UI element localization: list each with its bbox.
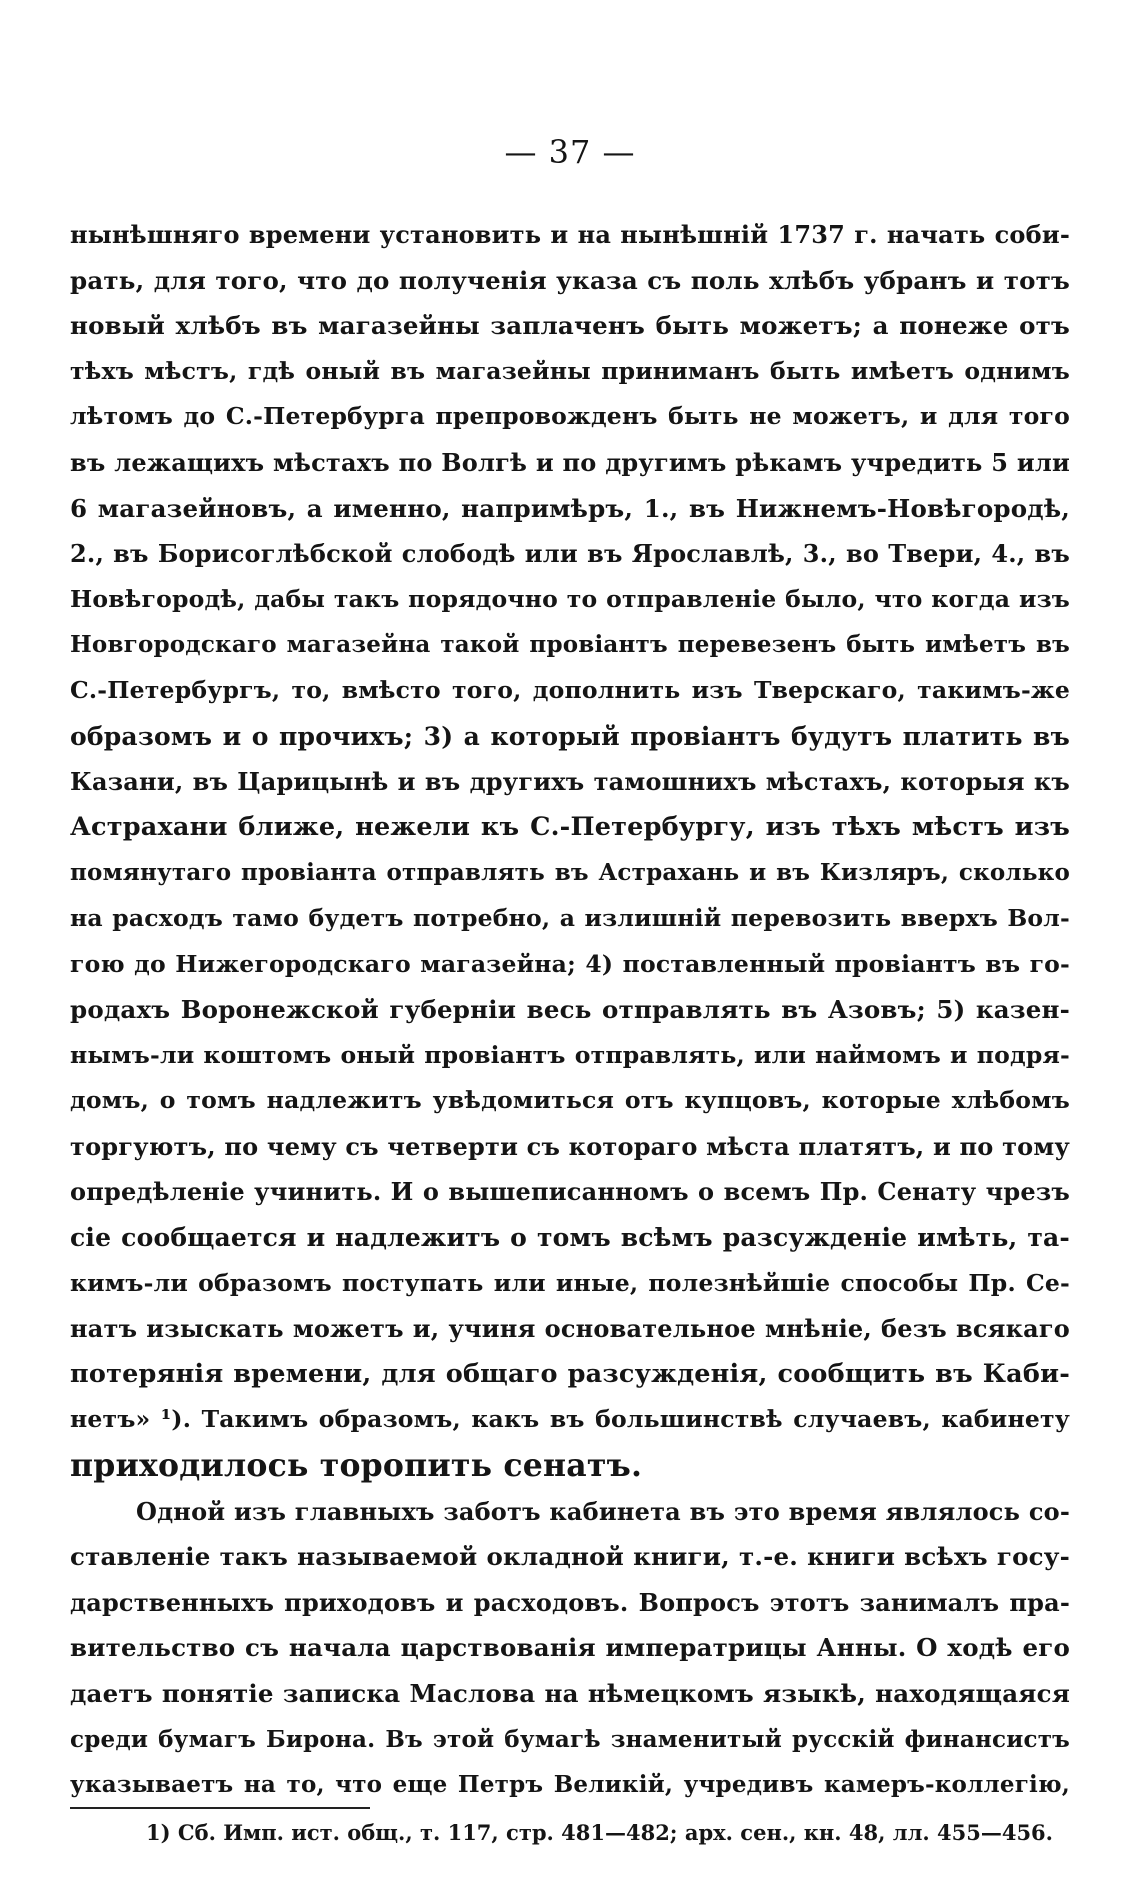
text-line: Новѣгородѣ, дабы такъ порядочно то отправленіе было, что когда изъ — [70, 584, 1070, 613]
text-line: опредѣленіе учинить. И о вышеписанномъ о всемъ Пр. Сенату чрезъ — [70, 1177, 1070, 1207]
text-line: сіе сообщается и надлежитъ о томъ всѣмъ разсужденіе имѣть, та- — [70, 1223, 1070, 1253]
text-line: родахъ Воронежской губерніи весь отправлять въ Азовъ; 5) казен- — [70, 995, 1070, 1025]
text-line: указываетъ на то, что еще Петръ Великій, учредивъ камеръ-коллегію, — [70, 1771, 1070, 1799]
text-line: рать, для того, что до полученія указа съ поль хлѣбъ убранъ и тотъ — [70, 265, 1070, 295]
text-line: среди бумагъ Бирона. Въ этой бумагѣ знаменитый русскій финансистъ — [70, 1725, 1070, 1753]
text-line: помянутаго провіанта отправлять въ Астрахань и въ Кизляръ, сколько — [70, 859, 1070, 887]
text-line: дарственныхъ приходовъ и расходовъ. Вопросъ этотъ занималъ пра- — [70, 1587, 1070, 1617]
text-line: гою до Нижегородскаго магазейна; 4) поставленный провіантъ въ го- — [70, 949, 1070, 978]
text-line: натъ изыскать можетъ и, учиня основательное мнѣніе, безъ всякаго — [70, 1314, 1070, 1344]
body-text — [70, 212, 1070, 1808]
text-line: новый хлѣбъ въ магазейны заплаченъ быть можетъ; а понеже отъ — [70, 311, 1070, 341]
text-line: нетъ» ¹). Такимъ образомъ, какъ въ большинствѣ случаевъ, кабинету — [70, 1405, 1070, 1434]
text-line: нымъ-ли коштомъ оный провіантъ отправлять, или наймомъ и подря- — [70, 1040, 1070, 1069]
text-line: въ лежащихъ мѣстахъ по Волгѣ и по другимъ рѣкамъ учредить 5 или — [70, 447, 1070, 477]
footnote: 1) Сб. Имп. ист. общ., т. 117, стр. 481—482; арх. сен., кн. 48, лл. 455—456. — [146, 1820, 1053, 1845]
text-line: вительство съ начала царствованія императрицы Анны. О ходѣ его — [70, 1633, 1070, 1663]
text-line: Новгородскаго магазейна такой провіантъ перевезенъ быть имѣетъ въ — [70, 631, 1070, 659]
text-line: потерянія времени, для общаго разсужденія, сообщить въ Каби- — [70, 1358, 1070, 1389]
text-line: С.-Петербургъ, то, вмѣсто того, дополнить изъ Тверскаго, такимъ-же — [70, 675, 1070, 704]
text-line: ставленіе такъ называемой окладной книги, т.-е. книги всѣхъ госу- — [70, 1542, 1070, 1572]
text-line: лѣтомъ до С.-Петербурга препровожденъ быть не можетъ, и для того — [70, 402, 1070, 431]
text-line: 2., въ Борисоглѣбской слободѣ или въ Ярославлѣ, 3., во Твери, 4., въ — [70, 539, 1070, 569]
text-line: торгуютъ, по чему съ четверти съ котораго мѣста платятъ, и по тому — [70, 1131, 1070, 1161]
text-line: приходилось торопить сенатъ. — [70, 1447, 643, 1485]
text-line: тѣхъ мѣстъ, гдѣ оный въ магазейны приниманъ быть имѣетъ однимъ — [70, 356, 1070, 385]
text-line: Одной изъ главныхъ заботъ кабинета въ это время являлось со- — [136, 1496, 1070, 1526]
text-line: Астрахани ближе, нежели къ С.-Петербургу, изъ тѣхъ мѣстъ изъ — [70, 811, 1070, 842]
text-line: нынѣшняго времени установить и на нынѣшній 1737 г. начать соби- — [70, 220, 1070, 249]
text-line: домъ, о томъ надлежитъ увѣдомиться отъ купцовъ, которые хлѣбомъ — [70, 1086, 1070, 1115]
text-line: кимъ-ли образомъ поступать или иные, полезнѣйшіе способы Пр. Се- — [70, 1268, 1070, 1297]
text-line: на расходъ тамо будетъ потребно, а излишній перевозить вверхъ Вол- — [70, 903, 1070, 932]
text-line: образомъ и о прочихъ; 3) а который провіантъ будутъ платить въ — [70, 721, 1070, 751]
text-line: даетъ понятіе записка Маслова на нѣмецкомъ языкѣ, находящаяся — [70, 1679, 1070, 1708]
text-line: Казани, въ Царицынѣ и въ другихъ тамошнихъ мѣстахъ, которыя къ — [70, 767, 1070, 797]
text-line: 6 магазейновъ, а именно, напримѣръ, 1., въ Нижнемъ-Новѣгородѣ, — [70, 493, 1070, 523]
page-number: — 37 — — [504, 133, 636, 171]
footnote-divider — [70, 1807, 370, 1809]
